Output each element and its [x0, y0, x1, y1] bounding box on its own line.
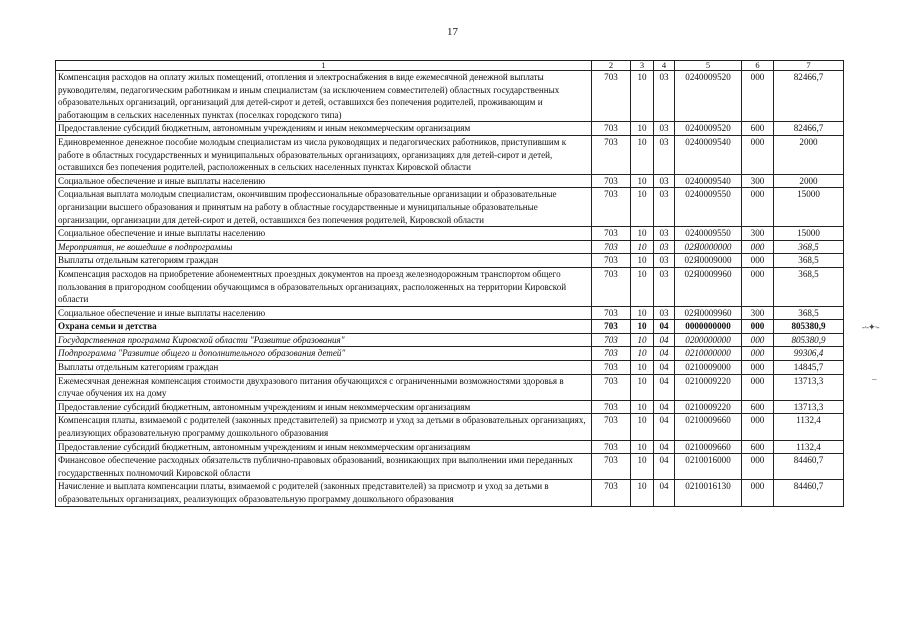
- cell-vr: 300: [742, 227, 774, 241]
- cell-rz: 10: [631, 254, 654, 268]
- cell-grbs: 703: [592, 135, 631, 174]
- cell-rz: 10: [631, 400, 654, 414]
- cell-sum: 1132,4: [774, 414, 844, 440]
- cell-pr: 03: [654, 174, 675, 188]
- table-row: [56, 414, 844, 440]
- cell-sum: 805380,9: [774, 320, 844, 334]
- cell-grbs: 703: [592, 267, 631, 306]
- cell-grbs: 703: [592, 440, 631, 454]
- cell-csr: 02Я0009960: [675, 306, 742, 320]
- cell-csr: 0210009660: [675, 440, 742, 454]
- cell-grbs: 703: [592, 454, 631, 480]
- cell-pr: 04: [654, 347, 675, 361]
- cell-grbs: 703: [592, 174, 631, 188]
- cell-csr: 0200000000: [675, 333, 742, 347]
- cell-pr: 04: [654, 333, 675, 347]
- table-row: [56, 135, 844, 174]
- cell-rz: 10: [631, 240, 654, 254]
- cell-name: Социальное обеспечение и иные выплаты населению: [56, 227, 592, 241]
- table-row: [56, 333, 844, 347]
- cell-name: Подпрограмма "Развитие общего и дополнительного образования детей": [56, 347, 592, 361]
- cell-pr: 04: [654, 414, 675, 440]
- cell-vr: 000: [742, 333, 774, 347]
- cell-vr: 000: [742, 254, 774, 268]
- page-number: 17: [447, 26, 458, 38]
- cell-csr: 0210009220: [675, 400, 742, 414]
- cell-rz: 10: [631, 374, 654, 400]
- table-row: [56, 320, 844, 334]
- cell-pr: 03: [654, 306, 675, 320]
- cell-sum: 84460,7: [774, 454, 844, 480]
- cell-sum: 368,5: [774, 254, 844, 268]
- cell-pr: 03: [654, 254, 675, 268]
- table-row: [56, 306, 844, 320]
- cell-name: Предоставление субсидий бюджетным, автономным учреждениям и иным некоммерческим организациям: [56, 440, 592, 454]
- cell-rz: 10: [631, 347, 654, 361]
- cell-csr: 0240009540: [675, 135, 742, 174]
- table-row: [56, 227, 844, 241]
- cell-rz: 10: [631, 320, 654, 334]
- cell-sum: 1132,4: [774, 440, 844, 454]
- table-row: [56, 400, 844, 414]
- budget-table: [55, 60, 844, 507]
- table-row: [56, 174, 844, 188]
- cell-name: Компенсация платы, взимаемой с родителей (законных представителей) за присмотр и уход за детьми в образовательных организациях, реализующих образовательную программу дошкольного образования: [56, 414, 592, 440]
- cell-rz: 10: [631, 122, 654, 136]
- header-cell: 6: [742, 61, 774, 71]
- cell-csr: 0240009520: [675, 71, 742, 122]
- cell-sum: 99306,4: [774, 347, 844, 361]
- cell-vr: 000: [742, 188, 774, 227]
- cell-name: Компенсация расходов на оплату жилых помещений, отопления и электроснабжения в виде ежемесячной денежной выплаты руководителям, педагогическим работникам и иным специалистам (за исключением совместителей) областных государственных образовательных организаций, организаций для детей-сирот и детей, оставшихся без попечения родителей, проживающим и работающим в сельских населенных пунктах (поселках городского типа): [56, 71, 592, 122]
- table-row: [56, 440, 844, 454]
- cell-vr: 000: [742, 240, 774, 254]
- cell-pr: 03: [654, 227, 675, 241]
- cell-grbs: 703: [592, 320, 631, 334]
- cell-sum: 13713,3: [774, 374, 844, 400]
- table-row: [56, 374, 844, 400]
- cell-csr: 0210009220: [675, 374, 742, 400]
- cell-csr: 02Я0009960: [675, 267, 742, 306]
- cell-vr: 000: [742, 320, 774, 334]
- table-row: [56, 267, 844, 306]
- cell-pr: 03: [654, 71, 675, 122]
- cell-sum: 14845,7: [774, 361, 844, 375]
- cell-grbs: 703: [592, 333, 631, 347]
- cell-csr: 0000000000: [675, 320, 742, 334]
- cell-vr: 000: [742, 347, 774, 361]
- cell-vr: 000: [742, 374, 774, 400]
- cell-sum: 15000: [774, 227, 844, 241]
- cell-name: Выплаты отдельным категориям граждан: [56, 361, 592, 375]
- cell-rz: 10: [631, 267, 654, 306]
- table-row: [56, 188, 844, 227]
- header-cell: 2: [592, 61, 631, 71]
- cell-rz: 10: [631, 454, 654, 480]
- cell-grbs: 703: [592, 306, 631, 320]
- cell-name: Единовременное денежное пособие молодым специалистам из числа руководящих и педагогических работников, приступившим к работе в областных государственных и муниципальных образовательных организациях, организациях для детей-сирот и детей, оставшихся без попечения родителей, расположенных в сельских населенных пунктах Кировской области: [56, 135, 592, 174]
- cell-name: Предоставление субсидий бюджетным, автономным учреждениям и иным некоммерческим организациям: [56, 122, 592, 136]
- cell-pr: 04: [654, 361, 675, 375]
- table-row: [56, 71, 844, 122]
- cell-name: Начисление и выплата компенсации платы, взимаемой с родителей (законных представителей) за присмотр и уход за детьми в образовательных организациях, реализующих образовательную программу дошкольного образования: [56, 480, 592, 506]
- cell-rz: 10: [631, 414, 654, 440]
- cell-pr: 03: [654, 135, 675, 174]
- cell-vr: 000: [742, 361, 774, 375]
- cell-sum: 368,5: [774, 267, 844, 306]
- cell-name: Выплаты отдельным категориям граждан: [56, 254, 592, 268]
- cell-name: Охрана семьи и детства: [56, 320, 592, 334]
- cell-csr: 02Я0000000: [675, 240, 742, 254]
- cell-grbs: 703: [592, 480, 631, 506]
- cell-rz: 10: [631, 333, 654, 347]
- cell-grbs: 703: [592, 347, 631, 361]
- cell-sum: 82466,7: [774, 122, 844, 136]
- cell-csr: 0210000000: [675, 347, 742, 361]
- cell-sum: 15000: [774, 188, 844, 227]
- cell-pr: 03: [654, 188, 675, 227]
- cell-rz: 10: [631, 188, 654, 227]
- cell-csr: 0210016000: [675, 454, 742, 480]
- cell-csr: 0210016130: [675, 480, 742, 506]
- margin-tick: –: [872, 374, 876, 384]
- cell-csr: 0240009520: [675, 122, 742, 136]
- cell-csr: 0240009540: [675, 174, 742, 188]
- cell-sum: 82466,7: [774, 71, 844, 122]
- cell-vr: 600: [742, 440, 774, 454]
- cell-vr: 000: [742, 135, 774, 174]
- cell-sum: 2000: [774, 174, 844, 188]
- cell-vr: 300: [742, 306, 774, 320]
- cell-csr: 0210009660: [675, 414, 742, 440]
- cell-name: Предоставление субсидий бюджетным, автономным учреждениям и иным некоммерческим организациям: [56, 400, 592, 414]
- table-row: [56, 480, 844, 506]
- cell-rz: 10: [631, 174, 654, 188]
- cell-name: Социальная выплата молодым специалистам, окончившим профессиональные образовательные организации и образовательные организации высшего образования и принятым на работу в областные государственные и муниципальные образовательные организации, организации для детей-сирот и детей, оставшихся без попечения родителей, Кировской области: [56, 188, 592, 227]
- cell-vr: 600: [742, 400, 774, 414]
- cell-csr: 02Я0009000: [675, 254, 742, 268]
- table-row: [56, 347, 844, 361]
- table-row: [56, 240, 844, 254]
- cell-vr: 000: [742, 71, 774, 122]
- cell-sum: 84460,7: [774, 480, 844, 506]
- header-cell: 4: [654, 61, 675, 71]
- cell-vr: 000: [742, 414, 774, 440]
- cell-rz: 10: [631, 306, 654, 320]
- cell-grbs: 703: [592, 361, 631, 375]
- cell-pr: 03: [654, 122, 675, 136]
- cell-name: Ежемесячная денежная компенсация стоимости двухразового питания обучающихся с ограниченными возможностями здоровья в случае обучения их на дому: [56, 374, 592, 400]
- cell-name: Государственная программа Кировской области "Развитие образования": [56, 333, 592, 347]
- cell-vr: 000: [742, 454, 774, 480]
- cell-pr: 03: [654, 267, 675, 306]
- cell-grbs: 703: [592, 240, 631, 254]
- table-row: [56, 361, 844, 375]
- cell-csr: 0210009000: [675, 361, 742, 375]
- header-cell: 1: [56, 61, 592, 71]
- cell-name: Социальное обеспечение и иные выплаты населению: [56, 306, 592, 320]
- cell-name: Компенсация расходов на приобретение абонементных проездных документов на проезд железнодорожным транспортом общего пользования в пригородном сообщении обучающимся в образовательных организациях, расположенных на территории Кировской области: [56, 267, 592, 306]
- cell-rz: 10: [631, 135, 654, 174]
- cell-pr: 04: [654, 320, 675, 334]
- cell-grbs: 703: [592, 400, 631, 414]
- cell-sum: 805380,9: [774, 333, 844, 347]
- cell-pr: 04: [654, 440, 675, 454]
- cell-vr: 600: [742, 122, 774, 136]
- header-cell: 5: [675, 61, 742, 71]
- cell-pr: 04: [654, 374, 675, 400]
- cell-rz: 10: [631, 440, 654, 454]
- cell-rz: 10: [631, 480, 654, 506]
- cell-grbs: 703: [592, 122, 631, 136]
- cell-rz: 10: [631, 71, 654, 122]
- header-cell: 7: [774, 61, 844, 71]
- cell-sum: 13713,3: [774, 400, 844, 414]
- cell-vr: 000: [742, 267, 774, 306]
- cell-grbs: 703: [592, 71, 631, 122]
- cell-grbs: 703: [592, 374, 631, 400]
- table-row: [56, 454, 844, 480]
- margin-scribble: -·-✦·-: [862, 322, 879, 332]
- header-cell: 3: [631, 61, 654, 71]
- cell-vr: 300: [742, 174, 774, 188]
- table-row: [56, 122, 844, 136]
- cell-pr: 04: [654, 454, 675, 480]
- cell-rz: 10: [631, 361, 654, 375]
- cell-pr: 04: [654, 480, 675, 506]
- cell-pr: 04: [654, 400, 675, 414]
- cell-grbs: 703: [592, 227, 631, 241]
- cell-name: Финансовое обеспечение расходных обязательств публично-правовых образований, возникающих при выполнении ими переданных государственных полномочий Кировской области: [56, 454, 592, 480]
- table-header-row: [56, 61, 844, 71]
- cell-rz: 10: [631, 227, 654, 241]
- cell-sum: 368,5: [774, 240, 844, 254]
- cell-grbs: 703: [592, 414, 631, 440]
- table-row: [56, 254, 844, 268]
- cell-sum: 368,5: [774, 306, 844, 320]
- cell-pr: 03: [654, 240, 675, 254]
- cell-vr: 000: [742, 480, 774, 506]
- cell-grbs: 703: [592, 188, 631, 227]
- cell-name: Мероприятия, не вошедшие в подпрограммы: [56, 240, 592, 254]
- cell-name: Социальное обеспечение и иные выплаты населению: [56, 174, 592, 188]
- cell-grbs: 703: [592, 254, 631, 268]
- cell-sum: 2000: [774, 135, 844, 174]
- cell-csr: 0240009550: [675, 188, 742, 227]
- cell-csr: 0240009550: [675, 227, 742, 241]
